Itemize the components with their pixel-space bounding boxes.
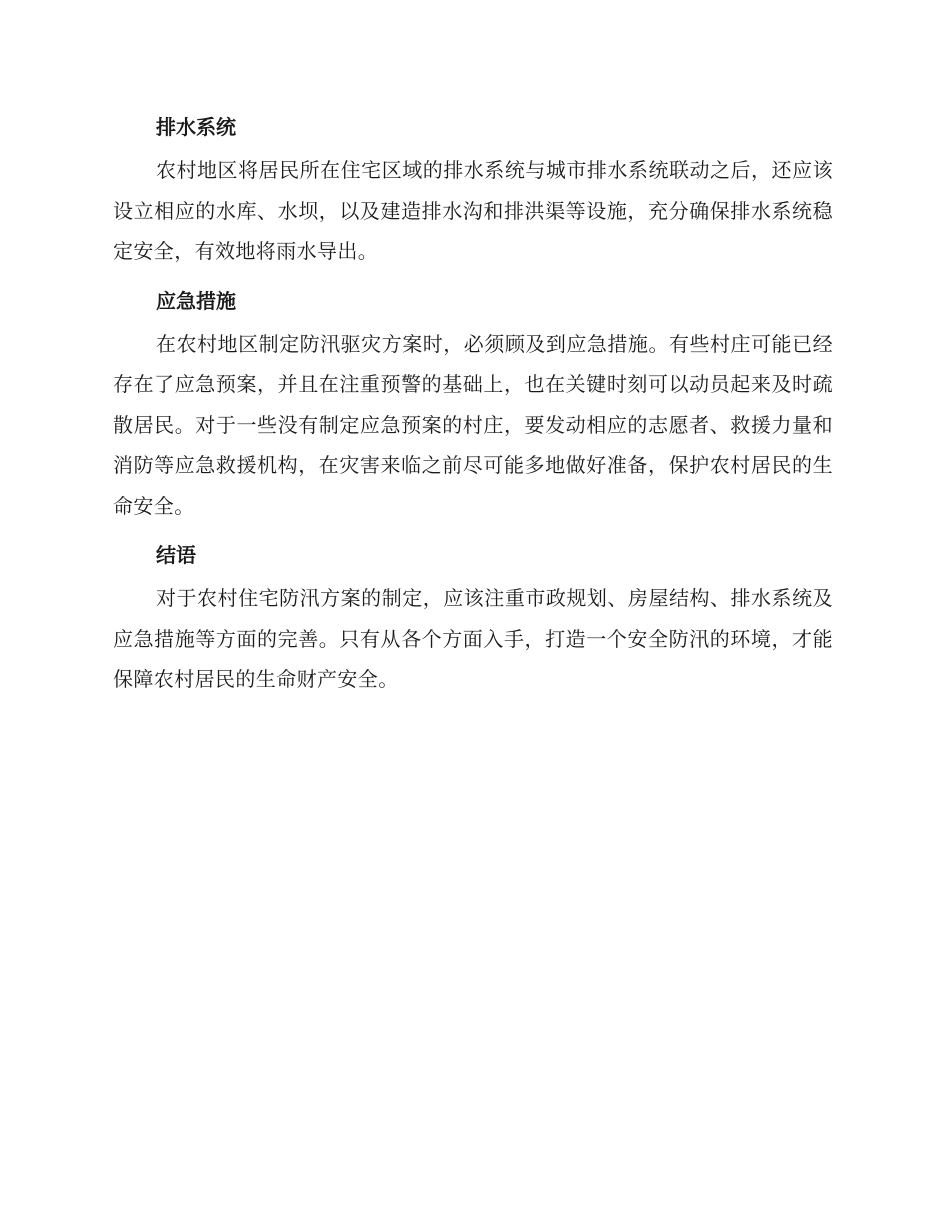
section-drainage-system: [113, 104, 833, 272]
section-paragraph: 农村地区将居民所在住宅区域的排水系统与城市排水系统联动之后，还应该设立相应的水库、水坝，以及建造排水沟和排洪渠等设施，充分确保排水系统稳定安全，有效地将雨水导出。: [113, 158, 833, 263]
section-paragraph: 对于农村住宅防汛方案的制定，应该注重市政规划、房屋结构、排水系统及应急措施等方面的完善。只有从各个方面入手，打造一个安全防汛的环境，才能保障农村居民的生命财产安全。: [113, 586, 833, 691]
section-conclusion: [113, 532, 833, 700]
document-content: [113, 104, 833, 706]
section-emergency-measures: [113, 278, 833, 527]
section-heading: 应急措施: [156, 288, 236, 313]
section-heading: 结语: [156, 543, 196, 567]
section-paragraph: 在农村地区制定防汛驱灾方案时，必须顾及到应急措施。有些村庄可能已经存在了应急预案，并且在注重预警的基础上，也在关键时刻可以动员起来及时疏散居民。对于一些没有制定应急预案的村庄，要发动相应的志愿者、救援力量和消防等应急救援机构，在灾害来临之前尽可能多地做好准备，保护农村居民的生命安全。: [113, 331, 833, 518]
section-heading: 排水系统: [156, 115, 236, 139]
